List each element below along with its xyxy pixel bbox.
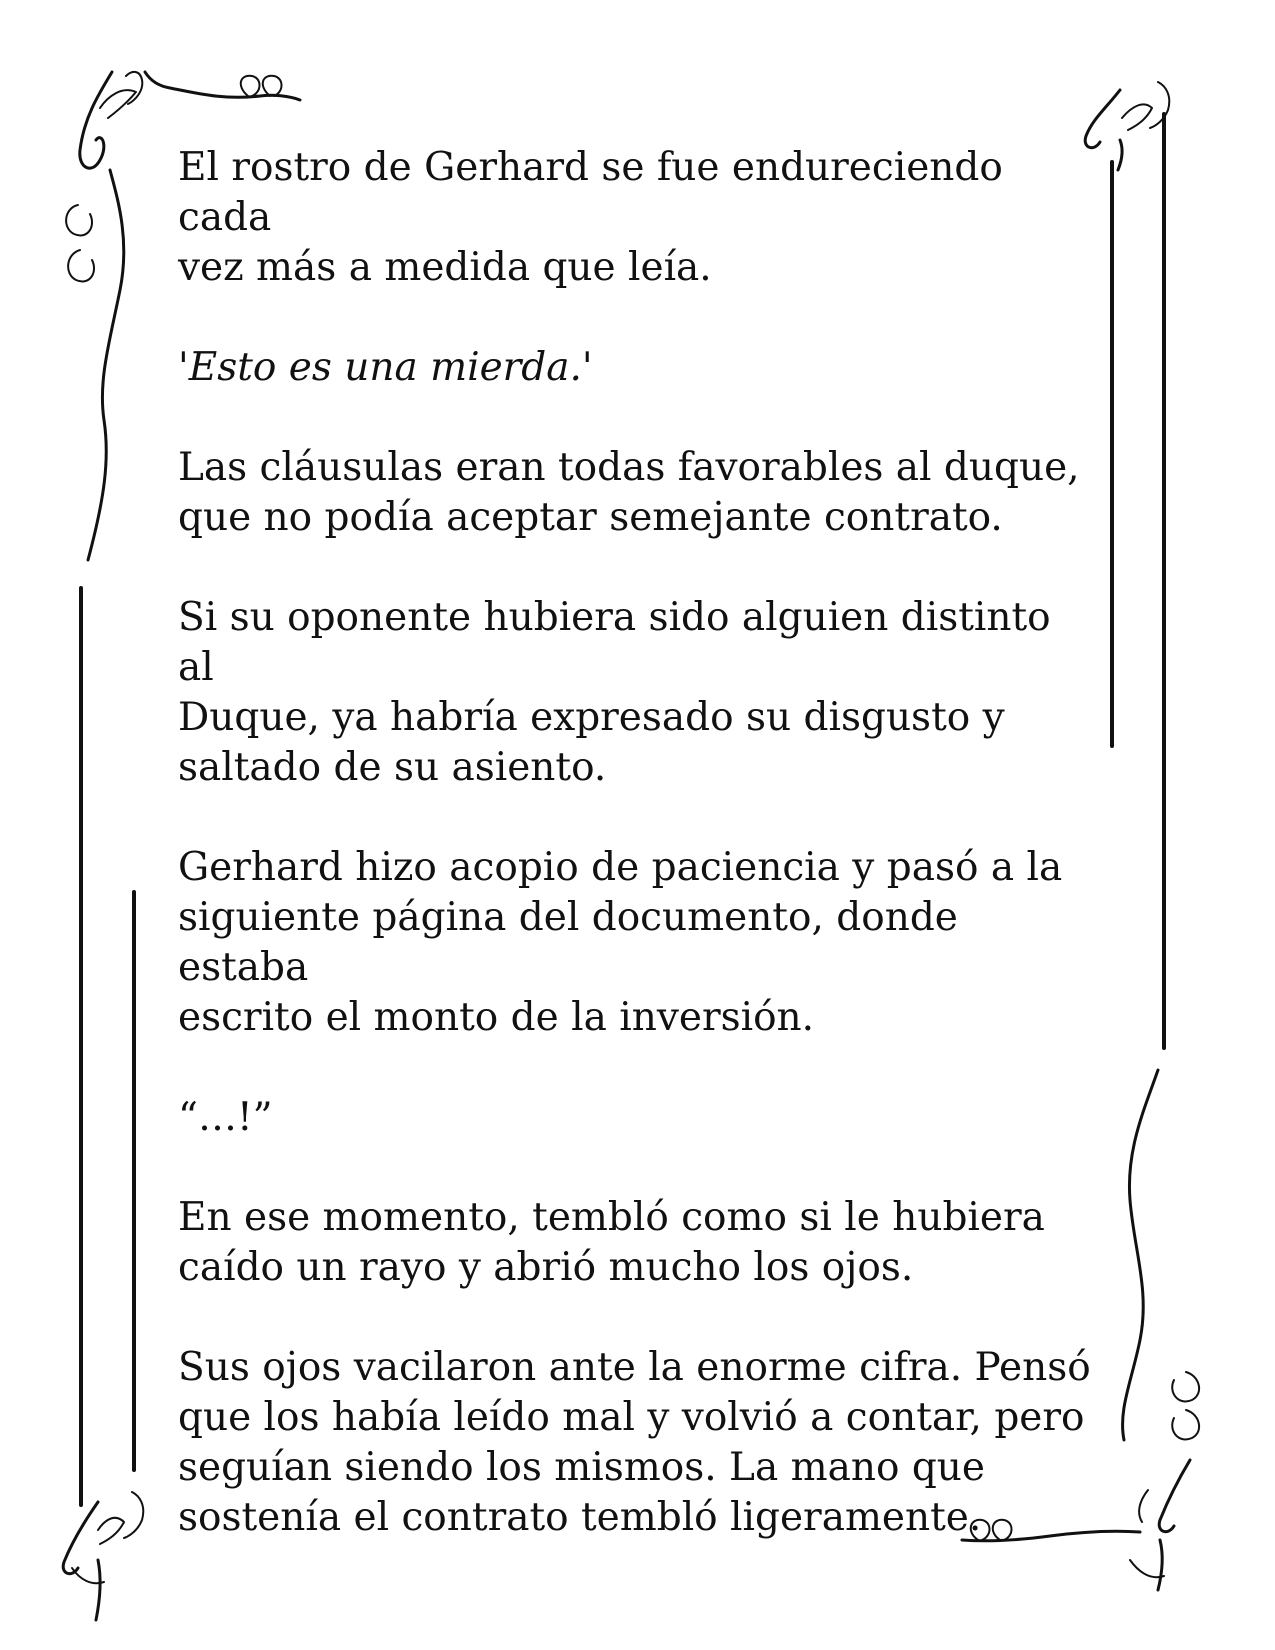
flourish-bottom-left <box>63 1492 143 1620</box>
paragraph: Las cláusulas eran todas favorables al duque, que no podía aceptar semejante contrato. <box>178 445 1080 540</box>
paragraph: Si su oponente hubiera sido alguien distinto al Duque, ya habría expresado su disgusto y saltado de su asiento. <box>178 595 1051 790</box>
paragraph: En ese momento, tembló como si le hubiera caído un rayo y abrió mucho los ojos. <box>178 1195 1045 1290</box>
paragraph: Sus ojos vacilaron ante la enorme cifra. Pensó que los había leído mal y volvió a contar, pero seguían siendo los mismos. La mano que sostenía el contrato tembló ligeramente. <box>178 1345 1091 1540</box>
document-body <box>178 143 1098 1593</box>
paragraph: “…!” <box>178 1095 273 1140</box>
italic-paragraph: 'Esto es una mierda.' <box>178 345 593 390</box>
paragraph: Gerhard hizo acopio de paciencia y pasó a la siguiente página del documento, donde estaba escrito el monto de la inversión. <box>178 845 1063 1040</box>
paragraph: El rostro de Gerhard se fue endureciendo cada vez más a medida que leía. <box>178 145 1003 290</box>
